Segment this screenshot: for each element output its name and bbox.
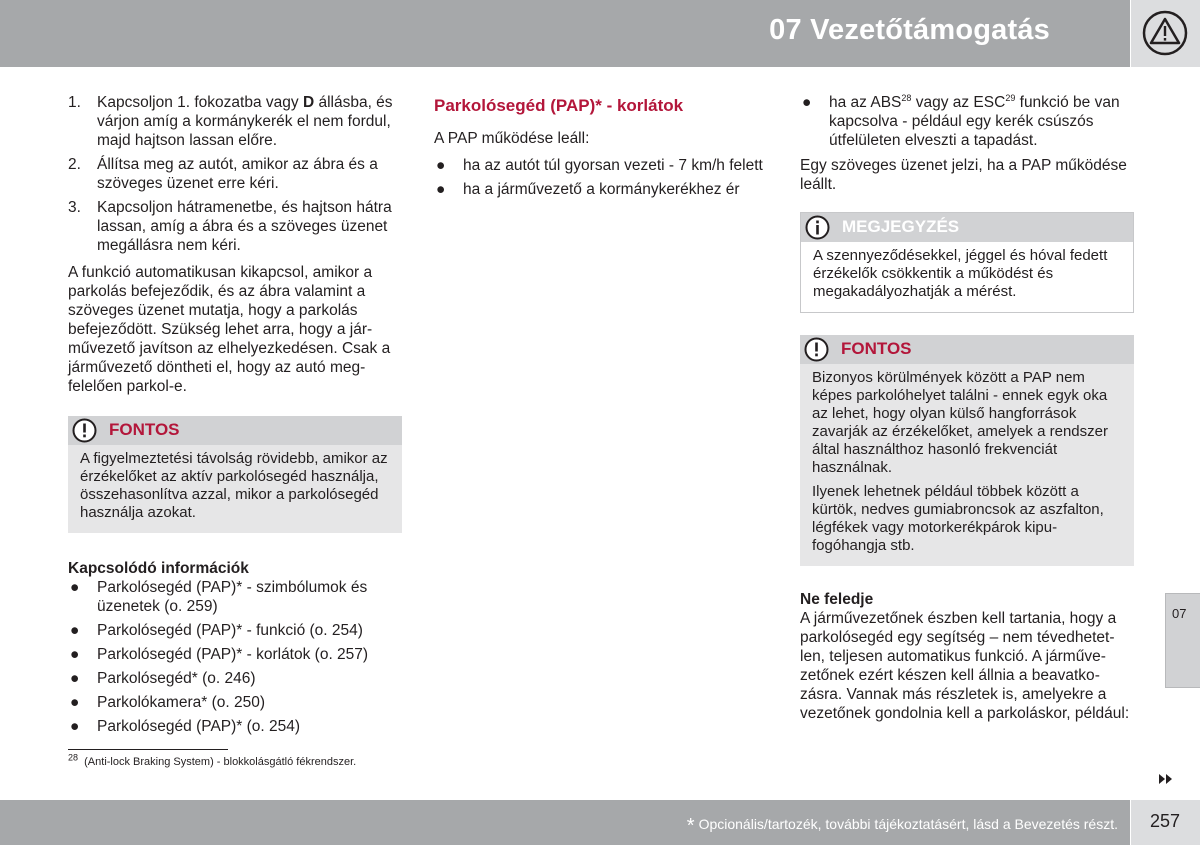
warning-body: Bizonyos körülmények között a PAP nem képes parkolóhelyet találni - ennek egyk oka az lehet, hogy olyan külső hangforrások zavarják az érzékelőket, amelyek a rendszer által használthoz hasonló frekvenciát használnak. Ilyenek lehetnek például többek között a kürtök, nedves gumiabroncsok az aszfalton, légfékek vagy motorkerékpárok kipufogóhangja stb. [812, 369, 1108, 554]
step-item: 1. Kapcsoljon 1. fokozatba vagy D állásba, és várjon amíg a kormánykerék el nem fordul, majd hajtson lassan előre. [68, 94, 393, 149]
footer-note: * Opcionális/tartozék, további tájékoztatásért, lásd a Bevezetés részt. [686, 815, 1118, 837]
chapter-side-tab[interactable]: 07 [1165, 593, 1200, 688]
warning-box-header [68, 416, 402, 445]
footnote: $^{28}$ (Anti-lock Braking System) - blokkolásgátló fékrendszer. [68, 752, 357, 768]
footer-bar [0, 800, 1130, 845]
stop-message-paragraph: Egy szöveges üzenet jelzi, ha a PAP működése leállt. [800, 157, 1127, 193]
related-link[interactable]: ● Parkolókamera* (o. 250) [70, 694, 265, 711]
warning-body: A figyelmeztetési távolság rövidebb, amikor az érzékelőket az aktív parkolósegéd használja, összehasonlítva azzal, mikor a parkolósegéd használja azokat. [80, 450, 388, 521]
footnote-divider [68, 749, 228, 750]
related-link[interactable]: ● Parkolósegéd (PAP)* (o. 254) [70, 718, 301, 735]
column-middle [434, 93, 768, 205]
related-link[interactable]: ● Parkolósegéd (PAP)* - korlátok (o. 257) [70, 646, 369, 663]
related-list [68, 578, 402, 736]
info-icon [805, 215, 830, 240]
column-left [68, 93, 402, 742]
related-link[interactable]: ● Parkolósegéd (PAP)* - funkció (o. 254) [70, 622, 363, 639]
step-item: 2. Állítsa meg az autót, amikor az ábra és a szöveges üzenet erre kéri. [68, 156, 378, 192]
intro-paragraph: A PAP működése leáll: [434, 130, 590, 147]
warning-box [68, 416, 402, 533]
page-number: 257 [1150, 811, 1181, 831]
header-icon-box [1131, 0, 1200, 67]
list-item: ● ha a járművezető a kormánykerékhez ér [436, 181, 740, 198]
exclamation-icon [72, 418, 97, 443]
note-label: MEGJEGYZÉS [842, 217, 960, 236]
reminder-title: Ne feledje [800, 591, 874, 608]
page-number-box [1131, 800, 1200, 845]
note-body: A szennyeződésekkel, jéggel és hóval fedett érzékelők csökkentik a működést és megakadályozhatják a mérést. [813, 247, 1108, 300]
warning-triangle-icon [1142, 10, 1188, 56]
double-arrow-right-icon [1159, 774, 1173, 784]
warning-box-header [800, 335, 1134, 364]
warning-label: FONTOS [841, 339, 912, 358]
abs-esc-list [800, 93, 1134, 150]
step-item: 3. Kapcsoljon hátramenetbe, és hajtson hátra lassan, amíg a ábra és a szöveges üzenet megállásra nem kéri. [68, 199, 392, 254]
related-title: Kapcsolódó információk [68, 560, 249, 577]
chapter-title: 07 Vezetőtámogatás [769, 14, 1050, 46]
list-item: ● ha az ABS$^{28}$ vagy az ESC$^{29}$ funkció be van kapcsolva - például egy kerék csúszós útfelületen elveszti a tapadást. [802, 92, 1120, 149]
auto-off-paragraph: A funkció automatikusan kikapcsol, amikor a parkolás befejeződik, és az ábra valamint a szöveges üzenet mutatja, hogy a parkolás befejeződött. Szükség lehet arra, hogy a járművezető javítson az elhelyezkedésen. Csak a járművezető döntheti el, hogy az autó megfelelően parkol-e. [68, 264, 391, 395]
stop-conditions-list [434, 156, 768, 199]
exclamation-icon [804, 337, 829, 362]
section-title: Parkolósegéd (PAP)* - korlátok [434, 96, 684, 115]
list-item: ● ha az autót túl gyorsan vezeti - 7 km/h felett [436, 157, 763, 174]
related-link[interactable]: ● Parkolósegéd (PAP)* - szimbólumok és üzenetek (o. 259) [70, 579, 368, 615]
related-link[interactable]: ● Parkolósegéd* (o. 246) [70, 670, 256, 687]
note-box [800, 212, 1134, 313]
header-bar [0, 0, 1130, 67]
warning-box [800, 335, 1134, 566]
warning-label: FONTOS [109, 420, 180, 439]
note-box-header [801, 213, 1133, 242]
steps-list [68, 93, 402, 255]
reminder-paragraph: A járművezetőnek észben kell tartania, hogy a parkolósegéd egy segítség – nem tévedhetetlen, teljesen automatikus funkció. A járművezetőnek ezért készen kell állnia a beavatkozásra. Vannak más részletek is, amelyekre a vezetőnek gondolnia kell a parkoláskor, például: [800, 610, 1130, 722]
column-right [800, 93, 1134, 731]
